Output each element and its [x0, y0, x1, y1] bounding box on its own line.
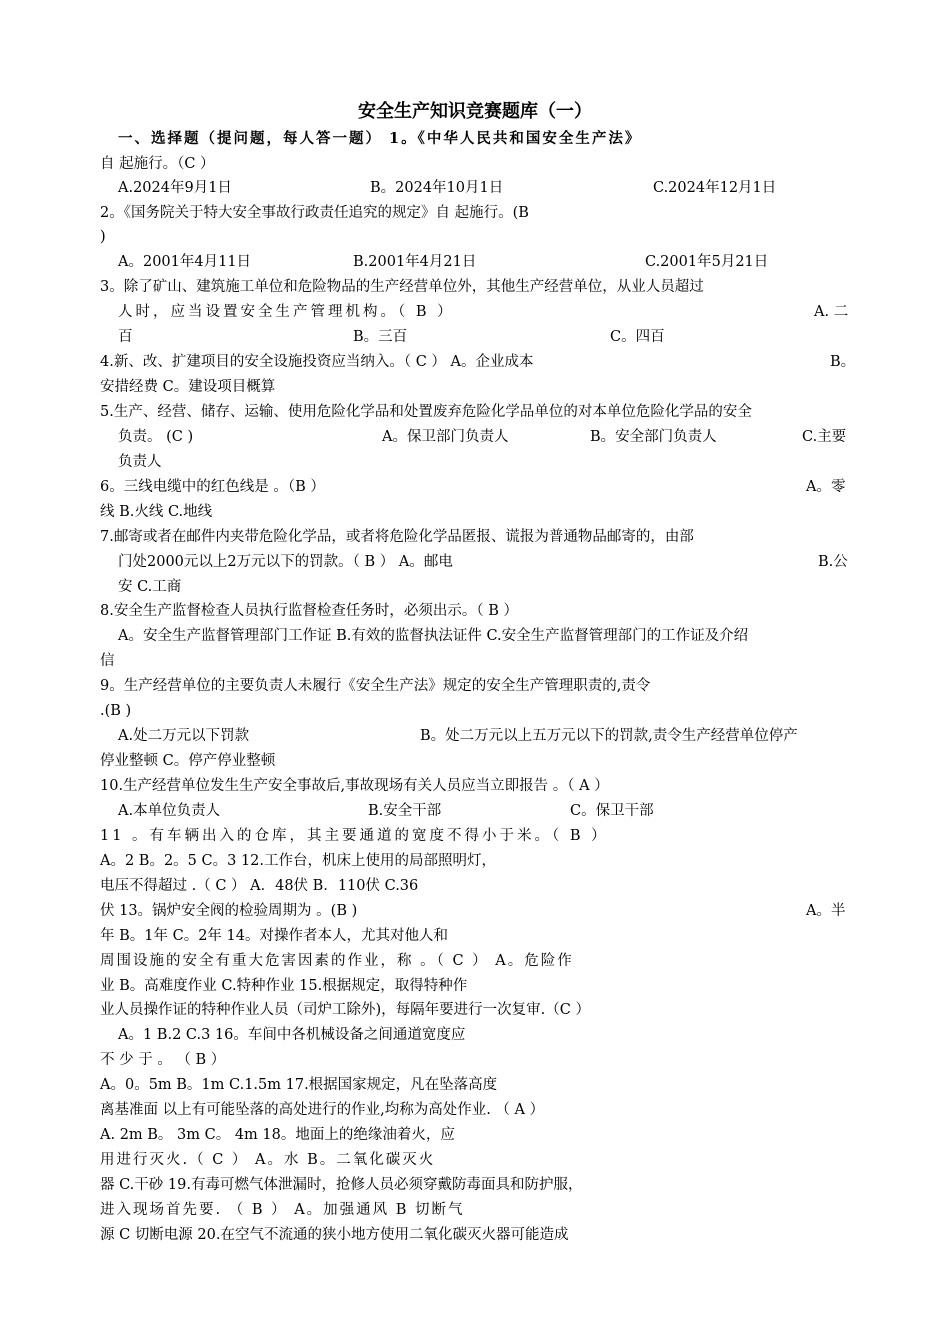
text: 负责。 (C ) — [118, 429, 194, 445]
text: .(B ) — [100, 703, 132, 719]
option-c: C.主要 — [802, 429, 847, 445]
text: 3。除了矿山、建筑施工单位和危险物品的生产经营单位外，其他生产经营单位，从业人员超过 — [100, 279, 704, 295]
section-heading-line — [118, 129, 641, 149]
text: ) — [100, 229, 106, 245]
text: 年 B。1年 C。2年 14。对操作者本人，尤其对他人和 — [100, 928, 448, 944]
text: 百 — [118, 329, 133, 345]
text: 离基准面 — [100, 1102, 158, 1118]
question-line — [100, 876, 418, 896]
text-line — [100, 976, 467, 996]
option-b: B.2001年4月21日 — [353, 254, 477, 270]
option-a — [806, 477, 845, 497]
options-line — [610, 327, 665, 347]
question-line — [100, 1050, 225, 1070]
text: 年要进行一次复审.（C ） — [424, 1002, 590, 1018]
text: .（ C ） A．48伏 B．110伏 C.36 — [187, 878, 419, 894]
option-b — [830, 352, 855, 372]
options-line — [570, 801, 654, 821]
options-line — [368, 801, 441, 821]
text: A。安全生产监督管理部门工作证 B.有效的监督执法证件 C.安全生产监督管理部门的工作证及介绍 — [118, 628, 749, 644]
text: 5.生产、经营、储存、运输、使用危险化学品和处置废弃危险化学品单位的对本单位危险化学品的安全 — [100, 404, 752, 420]
text-line — [100, 926, 448, 946]
text: 。（ C ） A。企业成本 — [389, 354, 534, 370]
text: 。（ A ） — [548, 778, 609, 794]
text: A。0。5m B。1m C.1.5m 17.根据国家规定，凡在坠落高度 — [100, 1077, 498, 1093]
text-line — [118, 552, 453, 572]
options-line — [118, 252, 251, 272]
text: 。 （ B ） — [157, 1052, 226, 1068]
text: 进行灭火.（ C ） A。水 B。二氧化碳灭火 — [116, 1152, 436, 1168]
text: A. 二 — [814, 304, 849, 320]
question-line — [100, 826, 609, 846]
option-b — [818, 552, 848, 572]
text-line — [100, 1125, 455, 1145]
text: A。半 — [806, 903, 846, 919]
text: A。2 B。2。5 C。3 12.工作台，机床上使用的局部照明灯， — [100, 853, 497, 869]
question-line — [100, 154, 215, 174]
text: A。零 — [806, 479, 846, 495]
option-c: C.2024年12月1日 — [653, 180, 777, 196]
question-line — [100, 1150, 435, 1170]
options-line — [802, 427, 846, 447]
text: 起施行。（C ） — [114, 156, 215, 172]
text: 负责人 — [118, 454, 162, 470]
question-line — [100, 402, 752, 422]
question-line — [100, 1100, 544, 1120]
text: 9。生产经营单位的主要负责人未履行《安全生产法》规定的安全生产管理职责的,责令 — [100, 678, 651, 694]
question-line — [100, 701, 131, 721]
text: A. 2m B。 3m C。 4m 18。地面上的绝缘油着火，应 — [100, 1127, 455, 1143]
options-line — [590, 427, 717, 447]
options-line — [353, 252, 476, 272]
option-b: B。处二万元以上五万元以下的罚款,责令生产经营单位停产 — [420, 728, 798, 744]
text: 用 — [100, 1152, 117, 1168]
options-line — [645, 252, 768, 272]
text: 人时，应当设置安全生产管理机构。（ B ） — [118, 304, 455, 320]
option-b: B。三百 — [353, 329, 408, 345]
question-line — [100, 951, 574, 971]
text: 自 — [100, 156, 115, 172]
text: 10.生产经营单位发生生产安全事故后,事故现场有关人员应当立即报告 — [100, 778, 549, 794]
option-a — [814, 302, 848, 322]
option-a: A.本单位负责人 — [118, 803, 221, 819]
text: 器 C.干砂 19.有毒可燃气体泄漏时，抢修人员必须穿戴防毒面具和防护服， — [100, 1177, 583, 1193]
text-line — [100, 502, 212, 522]
text-line — [100, 377, 275, 397]
text: 源 C 切断电源 20.在空气不流通的狭小地方使用二氧化碳灭火器可能造成 — [100, 1227, 569, 1243]
text: 一、选择题（提问题，每人答一题） 1。《中华人民共和国安全生产法》 — [118, 130, 642, 147]
options-line — [382, 427, 508, 447]
text: 业 B。高难度作业 C.特种作业 15.根据规定，取得特种作 — [100, 978, 468, 994]
text: 米。（ B ） — [517, 828, 609, 844]
text-line — [100, 651, 115, 671]
text: 安措经费 C。建设项目概算 — [100, 379, 276, 395]
text: 信 — [100, 653, 115, 669]
question-line — [100, 352, 534, 372]
text: 停业整顿 C。停产停业整顿 — [100, 753, 276, 769]
text-line — [100, 851, 496, 871]
question-line — [100, 203, 529, 223]
option-b: B.安全干部 — [368, 803, 442, 819]
option-a: A.处二万元以下罚款 — [118, 728, 250, 744]
text: 11 。有车辆出入的仓库，其主要通道的宽度不得小于 — [100, 828, 518, 844]
text: 进入现场首先要 — [100, 1202, 216, 1218]
text-line — [118, 577, 181, 597]
question-line — [118, 302, 455, 322]
text: 以上有可能坠落的高处进行的作业,均称为高处作业. （ A ） — [158, 1102, 545, 1118]
question-line — [100, 776, 609, 796]
text: A。1 B.2 C.3 16。车间中各机械设备之间通道宽度应 — [118, 1027, 466, 1043]
text: 。（B ） — [268, 479, 325, 495]
question-line — [100, 277, 704, 297]
text-line — [100, 751, 275, 771]
option-b: B。安全部门负责人 — [590, 429, 717, 445]
options-line — [118, 327, 133, 347]
option-a: A。保卫部门负责人 — [382, 429, 509, 445]
text-line — [100, 1075, 497, 1095]
option-a — [806, 901, 845, 921]
question-line — [100, 1000, 590, 1020]
text: . （ B ） A。加强通风 B 切断气 — [215, 1202, 465, 1218]
text: B.公 — [818, 554, 848, 570]
options-line — [370, 178, 503, 198]
text: 2。《国务院关于特大安全事故行政责任追究的规定》自 — [100, 205, 450, 221]
question-line — [100, 676, 650, 696]
text: 不 少 于 — [100, 1052, 158, 1068]
question-line — [100, 527, 694, 547]
text: 电压不得超过 — [100, 878, 187, 894]
option-a: A.2024年9月1日 — [118, 180, 232, 196]
text-line — [100, 1175, 582, 1195]
options-line — [118, 178, 232, 198]
option-c: C。四百 — [610, 329, 665, 345]
text: 周围设施的安全有重大危害因素的作业，称 — [100, 953, 414, 969]
text-line — [100, 227, 106, 247]
text: 6。三线电缆中的红色线是 — [100, 479, 269, 495]
options-line — [118, 801, 220, 821]
question-line — [100, 1200, 465, 1220]
option-b: B。2024年10月1日 — [370, 180, 504, 196]
text-line — [100, 1225, 568, 1245]
options-line — [653, 178, 776, 198]
text: B。 — [830, 354, 856, 370]
option-c: C。保卫干部 — [570, 803, 654, 819]
text: 4.新、改、扩建项目的安全设施投资应当纳入 — [100, 354, 390, 370]
text: 起施行。(B — [449, 205, 529, 221]
text: 8.安全生产监督检查人员执行监督检查任务时，必须出示 — [100, 603, 462, 619]
text: 门处2000元以上2万元以下的罚款。（ B ） A。邮电 — [118, 554, 453, 570]
page-title: 安全生产知识竞赛题库（一） — [358, 101, 592, 122]
question-line — [100, 901, 357, 921]
options-line — [118, 726, 249, 746]
text-line — [118, 452, 162, 472]
text: 线 B.火线 C.地线 — [100, 504, 213, 520]
options-line — [353, 327, 407, 347]
question-line — [100, 601, 518, 621]
option-c: C.2001年5月21日 — [645, 254, 769, 270]
text: 。(B ) — [311, 903, 358, 919]
text: 伏 13。锅炉安全阀的检验周期为 — [100, 903, 312, 919]
text: 。（ C ） A。危险作 — [413, 953, 574, 969]
text-line — [118, 1025, 465, 1045]
options-line — [118, 427, 193, 447]
options-line — [118, 626, 748, 646]
text: 。（ B ） — [461, 603, 518, 619]
text: 部 — [679, 529, 694, 545]
options-line — [420, 726, 798, 746]
text: 安 C.工商 — [118, 579, 182, 595]
question-line — [100, 477, 325, 497]
option-a: A。2001年4月11日 — [118, 254, 252, 270]
text: 业人员操作证的特种作业人员（司炉工除外)，每隔 — [100, 1002, 425, 1018]
text: 7.邮寄或者在邮件内夹带危险化学品，或者将危险化学品匿报、谎报为普通物品邮寄的，由 — [100, 529, 680, 545]
